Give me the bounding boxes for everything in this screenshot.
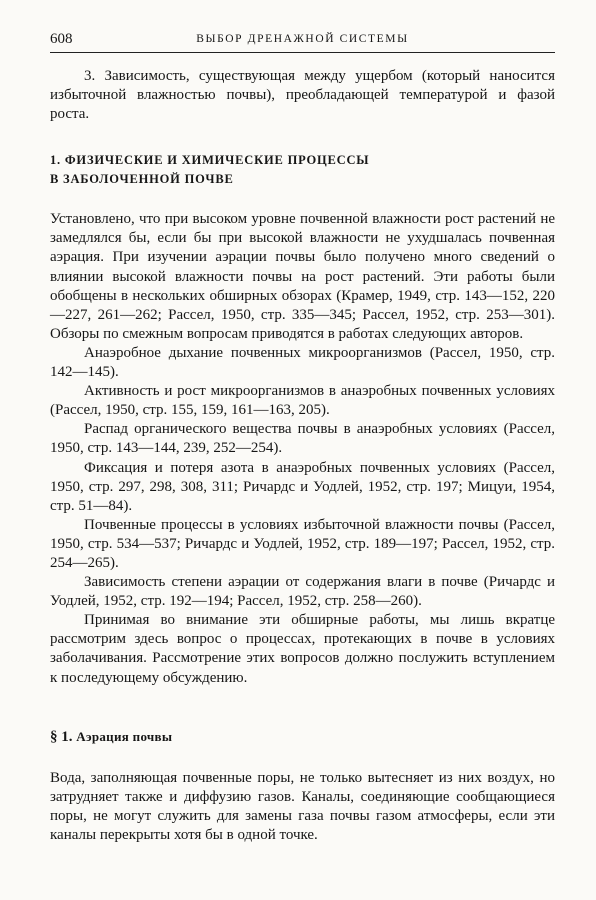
section-title-line-2: В ЗАБОЛОЧЕННОЙ ПОЧВЕ xyxy=(50,172,234,187)
paragraph-heading xyxy=(50,727,555,747)
paragraph-text: Вода, заполняющая почвенные поры, не только вытесняет из них воздух, но затрудняет также и диффузию газов. Каналы, соединяющие сообщающиеся поры, не могут служить для замены газа почвы газом атмосферы, если эти каналы перекрыты хотя бы в одной точке. xyxy=(50,769,555,843)
page-body xyxy=(50,67,555,845)
section-paragraph-1: Установлено, что при высоком уровне почвенной влажности рост растений не замедлялся бы, если бы при высокой влажности не ухудшалась почвенная аэрация. При изучении аэрации почвы было получено много сведений о влиянии высокой влажности почвы на рост растений. Эти работы были обобщены в нескольких обширных обзорах (Крамер, 1949, стр. 143—152, 220—227, 261—262; Рассел, 1950, стр. 335—345; Рассел, 1952, стр. 253—301). Обзоры по смежным вопросам приводятся в работах следующих авторов. xyxy=(50,211,555,342)
section-paragraph-3: Активность и рост микроорганизмов в анаэробных почвенных условиях (Рассел, 1950, стр. 155, 159, 161—163, 205). xyxy=(50,383,555,419)
intro-item: 3. Зависимость, существующая между ущербом (который наносится избыточной влажностью почвы), преобладающей температурой и фазой роста. xyxy=(50,68,555,123)
page-number: 608 xyxy=(50,31,73,47)
paragraph-title: Аэрация почвы xyxy=(76,728,173,744)
running-head: ВЫБОР ДРЕНАЖНОЙ СИСТЕМЫ xyxy=(196,33,409,45)
section-paragraph-5: Фиксация и потеря азота в анаэробных почвенных условиях (Рассел, 1950, стр. 297, 298, 308, 311; Ричардс и Уодлей, 1952, стр. 197; Мицуи, 1954, стр. 51—84). xyxy=(50,459,555,514)
section-paragraph-6: Почвенные процессы в условиях избыточной влажности почвы (Рассел, 1950, стр. 534—537; Ричардс и Уодлей, 1952, стр. 189—197; Рассел, 1952, стр. 254—265). xyxy=(50,516,555,571)
section-title-line-1: 1. ФИЗИЧЕСКИЕ И ХИМИЧЕСКИЕ ПРОЦЕССЫ xyxy=(50,153,370,168)
paragraph-symbol: § 1. xyxy=(50,728,73,745)
page-header xyxy=(50,30,555,53)
section-paragraph-4: Распад органического вещества почвы в анаэробных условиях (Рассел, 1950, стр. 143—144, 239, 252—254). xyxy=(50,421,555,457)
section-paragraph-7: Зависимость степени аэрации от содержания влаги в почве (Ричардс и Уодлей, 1952, стр. 192—194; Рассел, 1952, стр. 258—260). xyxy=(50,574,555,610)
section-paragraph-2: Анаэробное дыхание почвенных микроорганизмов (Рассел, 1950, стр. 142—145). xyxy=(50,344,555,381)
section-title xyxy=(50,151,555,189)
section-paragraph-8: Принимая во внимание эти обширные работы, мы лишь вкратце рассмотрим здесь вопрос о процессах, протекающих в почве в условиях заболачивания. Рассмотрение этих вопросов должно послужить вступлением к последующему обсуждению. xyxy=(50,612,555,686)
